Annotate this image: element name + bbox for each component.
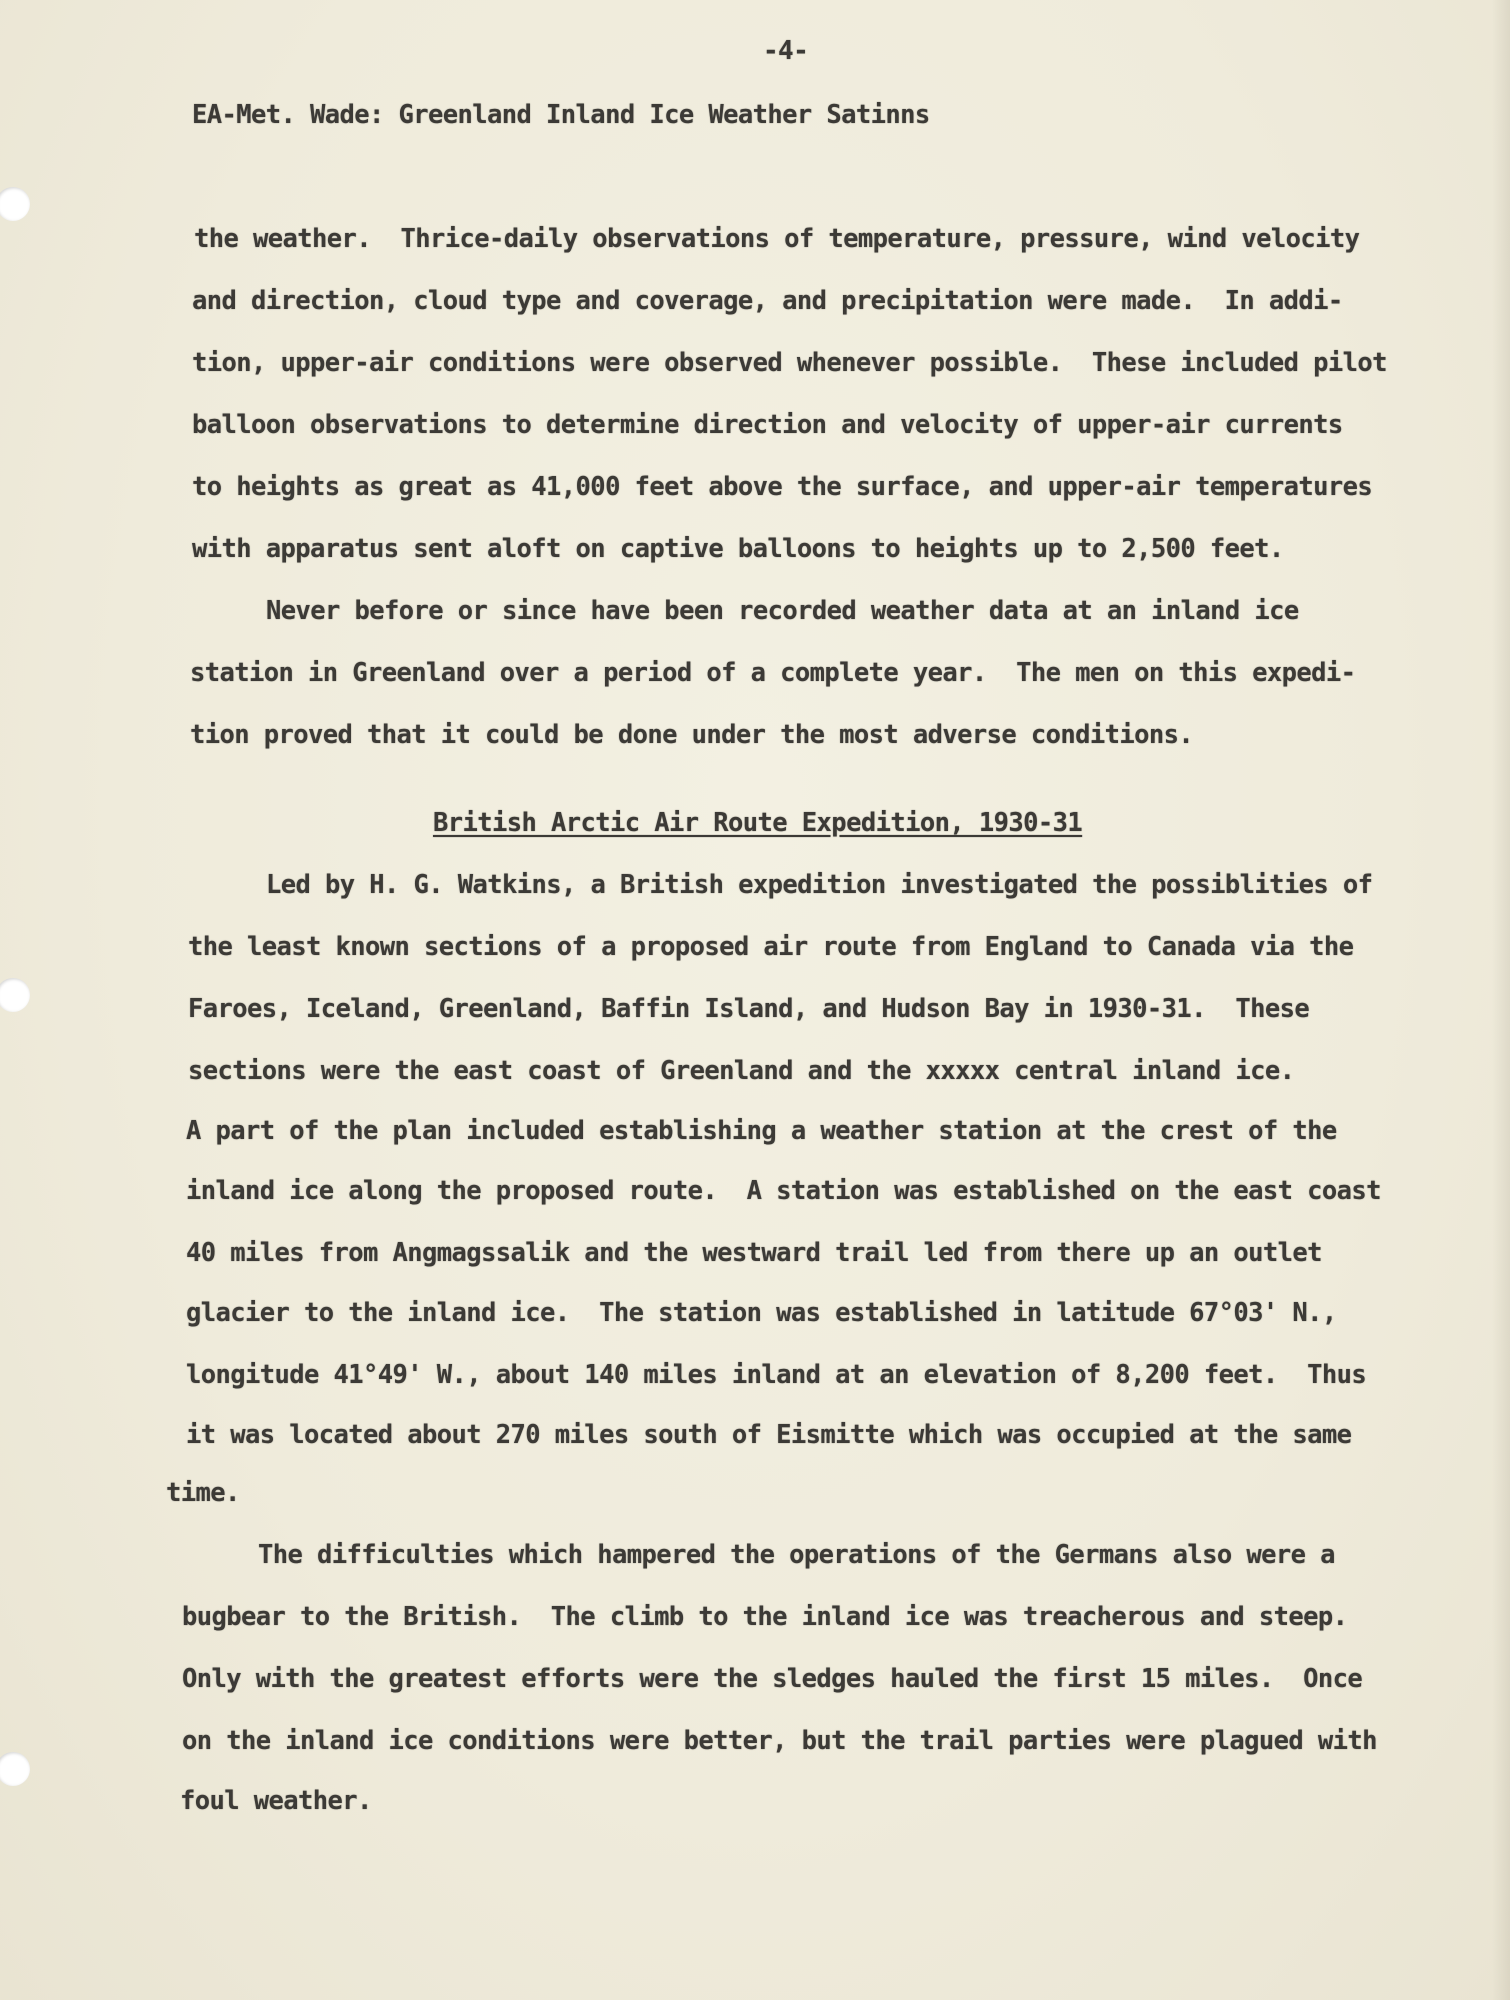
paragraph-2-line: station in Greenland over a period of a complete year. The men on this expedi- [190,658,1356,688]
paragraph-3-line: sections were the east coast of Greenland and the xxxxx central inland ice. [188,1056,1295,1086]
paragraph-4-line: foul weather. [180,1786,372,1816]
paragraph-3-line: time. [166,1478,240,1508]
paragraph-3-line: glacier to the inland ice. The station was established in latitude 67°03' N., [186,1298,1337,1328]
paragraph-3-line: Faroes, Iceland, Greenland, Baffin Island, and Hudson Bay in 1930-31. These [188,994,1310,1024]
page-edge-shadow [1492,0,1510,2000]
paragraph-1-line: with apparatus sent aloft on captive balloons to heights up to 2,500 feet. [192,534,1284,564]
paragraph-2-line: Never before or since have been recorded weather data at an inland ice [266,596,1299,626]
paragraph-3-line: inland ice along the proposed route. A station was established on the east coast [186,1176,1381,1206]
binder-hole-middle [0,978,30,1012]
page-number: -4- [763,36,809,66]
paragraph-4-line: on the inland ice conditions were better, but the trail parties were plagued with [182,1726,1377,1756]
paragraph-3-line: A part of the plan included establishing a weather station at the crest of the [186,1116,1337,1146]
paragraph-1-line: the weather. Thrice-daily observations of temperature, pressure, wind velocity [194,224,1360,254]
paragraph-4-line: The difficulties which hampered the operations of the Germans also were a [258,1540,1335,1570]
paragraph-1-line: to heights as great as 41,000 feet above the surface, and upper-air temperatures [192,472,1373,502]
paragraph-4-line: Only with the greatest efforts were the sledges hauled the first 15 miles. Once [182,1664,1363,1694]
paragraph-2-line: tion proved that it could be done under the most adverse conditions. [190,720,1194,750]
paragraph-3-line: the least known sections of a proposed air route from England to Canada via the [188,932,1354,962]
binder-hole-top [0,187,30,221]
running-head: EA-Met. Wade: Greenland Inland Ice Weather Satinns [192,100,930,130]
paragraph-3-line: Led by H. G. Watkins, a British expedition investigated the possiblities of [266,870,1373,900]
paragraph-3-line: 40 miles from Angmagssalik and the westward trail led from there up an outlet [186,1238,1322,1268]
paragraph-1-line: tion, upper-air conditions were observed whenever possible. These included pilot [192,348,1387,378]
paragraph-3-line: longitude 41°49' W., about 140 miles inland at an elevation of 8,200 feet. Thus [186,1360,1367,1390]
binder-hole-bottom [0,1752,30,1786]
paragraph-3-line: it was located about 270 miles south of Eismitte which was occupied at the same [186,1420,1352,1450]
paragraph-1-line: balloon observations to determine direction and velocity of upper-air currents [192,410,1343,440]
section-heading: British Arctic Air Route Expedition, 1930-31 [433,808,1083,838]
paragraph-1-line: and direction, cloud type and coverage, and precipitation were made. In addi- [192,286,1343,316]
paragraph-4-line: bugbear to the British. The climb to the inland ice was treacherous and steep. [182,1602,1348,1632]
